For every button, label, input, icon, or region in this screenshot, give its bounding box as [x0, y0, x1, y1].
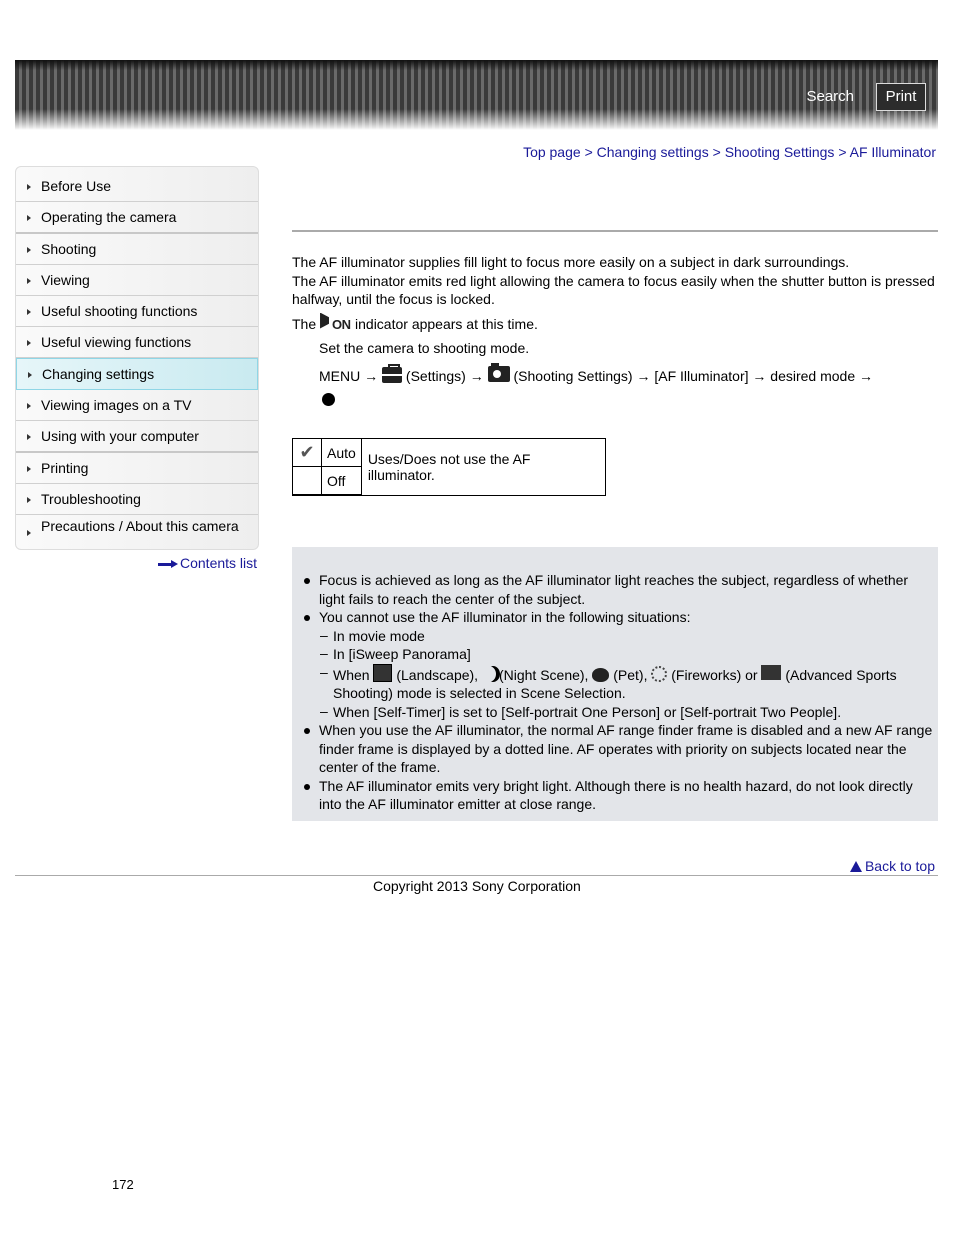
- mode-description: Uses/Does not use the AF illuminator.: [361, 439, 605, 496]
- advanced-sports-icon: [761, 665, 781, 680]
- triangle-right-icon: [28, 372, 32, 378]
- note-item: The AF illuminator emits very bright light. Although there is no health hazard, do not look directly into the AF illuminator emitter at close range.: [302, 777, 936, 814]
- confirm-step: [292, 389, 938, 408]
- note-subitem: – When [Self-Timer] is set to [Self-portrait One Person] or [Self-portrait Two People].: [302, 703, 936, 722]
- search-link[interactable]: Search: [806, 88, 854, 105]
- sidebar-item-label: Before Use: [41, 178, 112, 194]
- main-content: [292, 253, 938, 408]
- note-item: You cannot use the AF illuminator in the following situations:: [302, 608, 936, 627]
- landscape-icon: [373, 664, 392, 682]
- triangle-up-icon: [850, 861, 862, 872]
- sidebar-item-label: Shooting: [41, 241, 97, 257]
- sidebar-item-label: Operating the camera: [41, 209, 177, 225]
- pet-icon: [592, 668, 609, 682]
- sidebar-item-label: Using with your computer: [41, 428, 199, 444]
- notes-box: [292, 547, 938, 821]
- sidebar-item-useful-viewing-functions[interactable]: [16, 327, 258, 358]
- sidebar-item-label: Changing settings: [42, 366, 155, 382]
- sidebar-nav: [15, 166, 259, 550]
- note-subitem: – In [iSweep Panorama]: [302, 645, 936, 664]
- checkmark-icon: ✔: [299, 442, 315, 462]
- triangle-right-icon: [27, 309, 31, 315]
- triangle-right-icon: [27, 466, 31, 472]
- settings-toolbox-icon: [382, 367, 402, 383]
- empty-check-cell: [293, 467, 322, 496]
- sidebar-item-label: Precautions / About this camera: [41, 518, 239, 534]
- default-check-cell: [293, 439, 322, 467]
- contents-list-label: Contents list: [180, 555, 258, 571]
- sidebar-item-label: Useful shooting functions: [41, 303, 198, 319]
- arrow-icon: →: [364, 367, 379, 384]
- breadcrumb-separator: >: [838, 144, 847, 160]
- note-subitem: – When (Landscape), (Night Scene), (Pet), (Fireworks) or (Advanced Sports Shooting) mode is selected in Scene Selection.: [302, 664, 936, 703]
- triangle-right-icon: [27, 215, 31, 221]
- header-banner: [15, 60, 938, 130]
- triangle-right-icon: [27, 434, 31, 440]
- table-row: [293, 439, 606, 467]
- sidebar-item-label: Troubleshooting: [41, 491, 141, 507]
- mode-table: [292, 438, 606, 496]
- breadcrumb-separator: >: [712, 144, 721, 160]
- print-button[interactable]: Print: [876, 83, 926, 111]
- breadcrumb-top-page[interactable]: Top page: [523, 144, 581, 160]
- triangle-right-icon: [27, 247, 31, 253]
- breadcrumb-changing-settings[interactable]: Changing settings: [596, 144, 709, 160]
- step-1: Set the camera to shooting mode.: [319, 340, 530, 356]
- mode-auto: Auto: [322, 439, 362, 467]
- arrow-icon: →: [636, 367, 651, 384]
- indicator-paragraph: The ON indicator appears at this time.: [292, 313, 938, 334]
- sidebar-item-label: Viewing images on a TV: [41, 397, 192, 413]
- fireworks-icon: [651, 666, 667, 682]
- back-to-top-link[interactable]: Back to top: [850, 858, 935, 874]
- intro-paragraph-1: The AF illuminator supplies fill light to focus more easily on a subject in dark surroundings.: [292, 254, 850, 270]
- triangle-right-icon: [27, 530, 31, 536]
- night-scene-icon: [482, 666, 496, 682]
- sidebar-item-precautions[interactable]: [16, 515, 258, 549]
- page-number: 172: [112, 1177, 134, 1192]
- sidebar-item-label: Printing: [41, 460, 89, 476]
- title-divider: [292, 230, 938, 232]
- notes-list: [302, 571, 936, 814]
- arrow-icon: →: [752, 367, 767, 384]
- breadcrumb: [523, 144, 936, 160]
- breadcrumb-shooting-settings[interactable]: Shooting Settings: [724, 144, 835, 160]
- note-item: When you use the AF illuminator, the normal AF range finder frame is disabled and a new AF range finder frame is displayed by a dotted line. AF operates with priority on subjects located near the center of the frame.: [302, 721, 936, 777]
- triangle-right-icon: [27, 278, 31, 284]
- triangle-right-icon: [27, 184, 31, 190]
- step-2: MENU → (Settings) → (Shooting Settings) → [AF Illuminator] → desired mode →: [319, 367, 873, 384]
- center-button-icon: [322, 393, 335, 406]
- sidebar-item-label: Useful viewing functions: [41, 334, 192, 350]
- sidebar-item-before-use[interactable]: [16, 167, 258, 202]
- mode-off: Off: [322, 467, 362, 496]
- af-illuminator-on-icon: ON: [320, 313, 354, 331]
- triangle-right-icon: [27, 403, 31, 409]
- breadcrumb-separator: >: [584, 144, 593, 160]
- triangle-right-icon: [27, 340, 31, 346]
- contents-list-link[interactable]: [158, 555, 257, 571]
- sidebar-item-label: Viewing: [41, 272, 90, 288]
- note-subitem: – In movie mode: [302, 627, 936, 646]
- arrow-right-icon: [158, 560, 178, 568]
- footer-divider: [15, 875, 938, 876]
- intro-paragraph-2: The AF illuminator emits red light allowing the camera to focus easily when the shutter button is pressed halfway, until the focus is locked.: [292, 272, 935, 307]
- triangle-right-icon: [27, 497, 31, 503]
- shooting-settings-camera-icon: [488, 366, 510, 382]
- breadcrumb-af-illuminator[interactable]: AF Illuminator: [849, 144, 936, 160]
- arrow-icon: →: [469, 367, 484, 384]
- arrow-icon: →: [859, 367, 873, 384]
- note-item: Focus is achieved as long as the AF illuminator light reaches the subject, regardless of whether light fails to reach the center of the subject.: [302, 571, 936, 608]
- copyright: Copyright 2013 Sony Corporation: [373, 878, 581, 894]
